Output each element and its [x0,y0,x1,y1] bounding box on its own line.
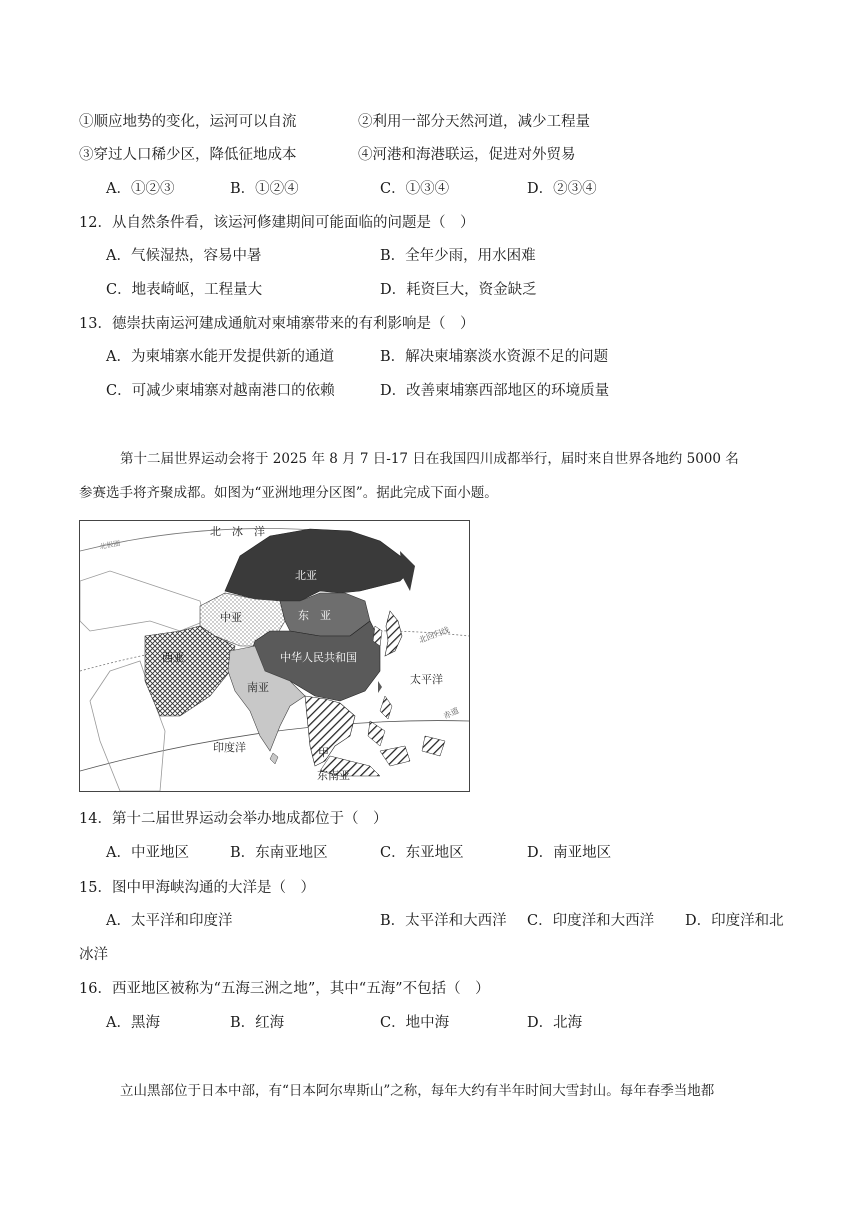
north-asia-region [225,529,410,601]
q16-option-c[interactable]: C．地中海 [380,1015,450,1031]
q12-option-d[interactable]: D．耗资巨大，资金缺乏 [380,282,537,298]
q15-option-c[interactable]: C．印度洋和大西洋 [527,913,655,929]
q14-option-b[interactable]: B．东南亚地区 [230,845,328,861]
philippines [380,696,392,719]
label-pacific: 太平洋 [410,673,443,686]
se-asia-islands-2 [368,721,385,746]
q13-option-d[interactable]: D．改善柬埔寨西部地区的环境质量 [380,383,610,399]
q14-stem: 14．第十二届世界运动会举办地成都位于（ ） [79,811,388,827]
q14-option-c[interactable]: C．东亚地区 [380,845,464,861]
q15-option-d-wrap: 冰洋 [79,947,108,963]
se-asia-islands-4 [422,736,445,756]
passage-2-line-1: 第十二届世界运动会将于 2025 年 8 月 7 日-17 日在我国四川成都举行，届时来自世界各地约 5000 名 [120,451,739,467]
q11-option-b[interactable]: B．①②④ [230,181,299,197]
q16-stem: 16．西亚地区被称为“五海三洲之地”，其中“五海”不包括（ ） [79,981,490,997]
japan [385,611,402,656]
label-west-asia: 西亚 [162,651,184,664]
label-central-asia: 中亚 [220,611,242,624]
label-south-asia: 南亚 [247,681,269,694]
west-asia-region [145,626,235,716]
q13-stem: 13．德崇扶南运河建成通航对柬埔寨带来的有利影响是（ ） [79,316,475,332]
asia-region-map [79,520,470,792]
q15-option-d[interactable]: D．印度洋和北 [685,913,784,929]
q12-option-a[interactable]: A．气候湿热，容易中暑 [106,248,262,264]
kamchatka [400,551,415,591]
choice-3: ③穿过人口稀少区，降低征地成本 [79,147,297,163]
q11-option-d[interactable]: D．②③④ [527,181,597,197]
label-east-asia: 东 亚 [298,609,331,622]
q11-option-c[interactable]: C．①③④ [380,181,450,197]
passage-3-line-1: 立山黑部位于日本中部，有“日本阿尔卑斯山”之称，每年大约有半年时间大雪封山。每年春季当地都 [120,1083,715,1099]
q16-option-d[interactable]: D．北海 [527,1015,583,1031]
sri-lanka [270,753,278,764]
q13-option-b[interactable]: B．解决柬埔寨淡水资源不足的问题 [380,349,609,365]
label-china: 中华人民共和国 [280,651,357,664]
q15-option-a[interactable]: A．太平洋和印度洋 [106,913,233,929]
q14-option-d[interactable]: D．南亚地区 [527,845,612,861]
se-asia-islands-3 [380,746,410,766]
q16-option-a[interactable]: A．黑海 [106,1015,160,1031]
label-jia: 甲 [318,746,329,759]
label-southeast-asia: 东南亚 [317,769,350,782]
q15-stem: 15．图中甲海峡沟通的大洋是（ ） [79,880,315,896]
q15-option-b[interactable]: B．太平洋和大西洋 [380,913,507,929]
label-arctic-circle: 北极圈 [98,539,122,551]
southeast-asia-region [305,696,355,766]
choice-2: ②利用一部分天然河道，减少工程量 [358,114,590,130]
q12-option-b[interactable]: B．全年少雨，用水困难 [380,248,536,264]
q14-option-a[interactable]: A．中亚地区 [106,845,189,861]
taiwan [378,681,382,693]
q11-option-a[interactable]: A．①②③ [106,181,175,197]
label-equator: 赤道 [442,705,461,721]
q12-stem: 12．从自然条件看，该运河修建期间可能面临的问题是（ ） [79,215,475,231]
label-arctic: 北 冰 洋 [210,525,265,538]
choice-4: ④河港和海港联运，促进对外贸易 [358,147,576,163]
label-north-asia: 北亚 [295,569,317,582]
label-indian-ocean: 印度洋 [213,741,246,754]
q13-option-a[interactable]: A．为柬埔寨水能开发提供新的通道 [106,349,334,365]
choice-1: ①顺应地势的变化，运河可以自流 [79,114,297,130]
q13-option-c[interactable]: C．可减少柬埔寨对越南港口的依赖 [106,383,335,399]
europe-outline [80,571,205,631]
passage-2-line-2: 参赛选手将齐聚成都。如图为“亚洲地理分区图”。据此完成下面小题。 [79,485,498,501]
q12-option-c[interactable]: C．地表崎岖，工程量大 [106,282,263,298]
label-tropic: 北回归线 [417,625,451,645]
q16-option-b[interactable]: B．红海 [230,1015,285,1031]
